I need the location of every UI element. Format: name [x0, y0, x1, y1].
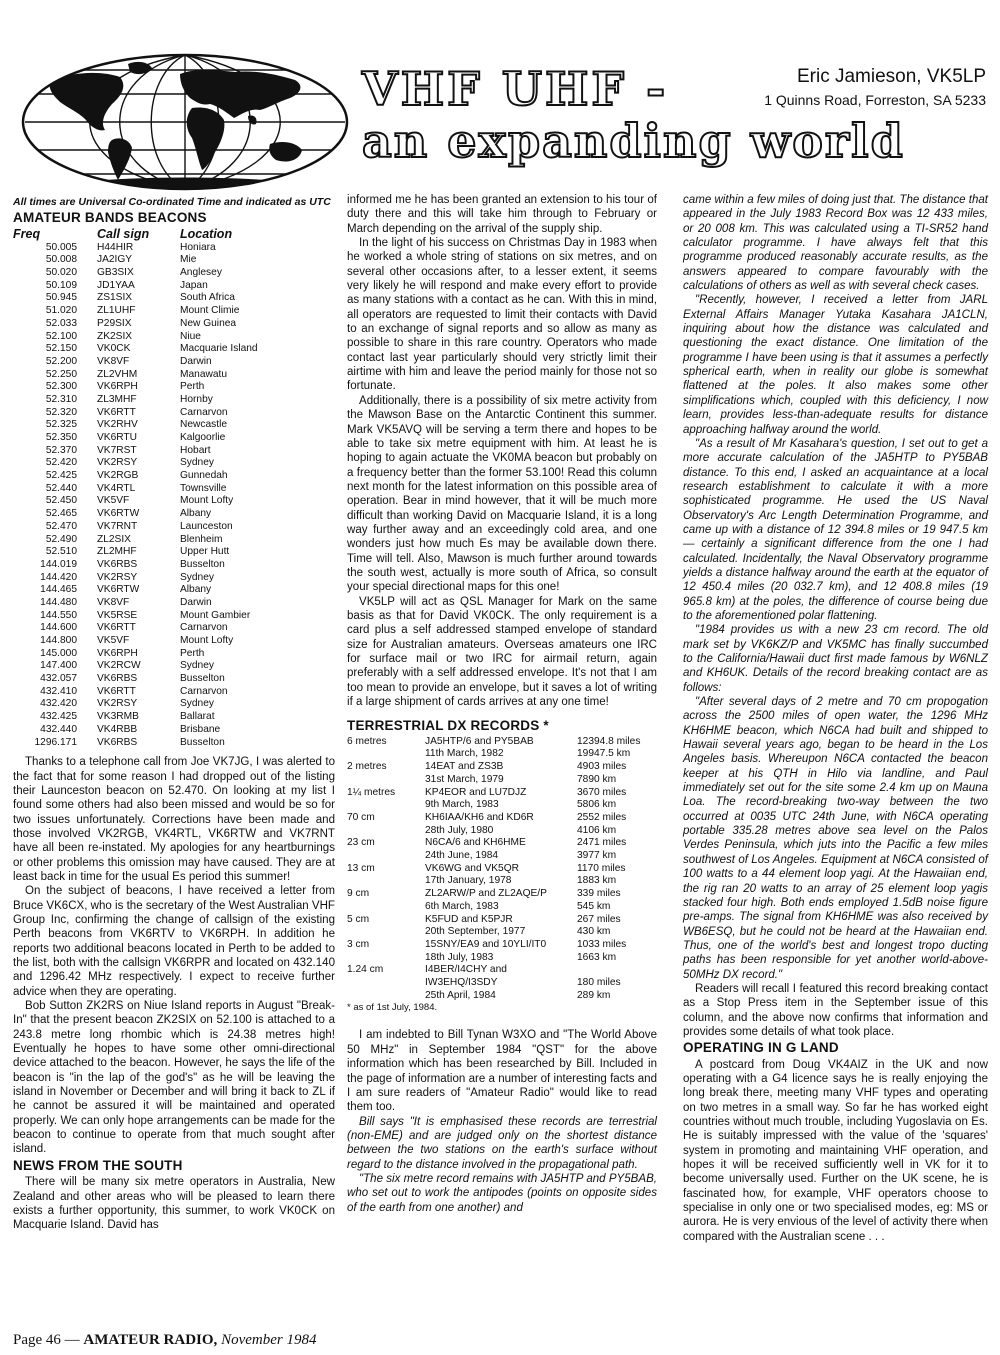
beacons-table-body — [13, 242, 258, 750]
beacon-location: Mount Lofty — [180, 495, 234, 507]
beacon-callsign: VK6RTT — [97, 622, 136, 634]
beacon-callsign: ZS1SIX — [97, 292, 133, 304]
beacon-callsign: VK6RPH — [97, 381, 138, 393]
beacon-location: Mount Gambier — [180, 609, 251, 621]
beacon-row — [13, 280, 258, 293]
dx-distance: 19947.5 km — [577, 748, 631, 760]
beacon-callsign: VK2RSY — [97, 571, 138, 583]
paragraph: "As a result of Mr Kasahara's question, I set out to get a more accurate calculation of the JA5HTP to PY5BAB distance. To this end, I asked an acquaintance at a local research establishment to calculate it with a more sophisticated programme. He used the US Naval Observatory's Arc Length Determination Programme, and came up with a distance of 12 394.8 miles or 19 947.5 km — certainly a significant difference from the one I had calculated. Incidentally, the Naval Observatory programme yields a distance halfway around the earth at the equator of 12 450.4 miles (20 032.7 km), and 12 408.8 miles (19 965.8 km) at the poles, the difference of course being due to the aforementioned polar flattening. — [683, 437, 988, 622]
dx-stations-date: KP4EOR and LU7DJZ — [425, 786, 527, 798]
beacon-location: Townsville — [180, 482, 227, 494]
beacon-callsign: VK7RST — [97, 444, 137, 456]
dx-distance: 1663 km — [577, 951, 617, 963]
paragraph: Readers will recall I featured this record breaking contact as a Stop Press item in the September issue of this column, and the above now confirms that information and provides some details of what took place. — [683, 982, 988, 1038]
dx-record-row — [347, 761, 640, 774]
dx-record-row — [347, 825, 640, 838]
beacon-freq: 50.008 — [45, 254, 77, 266]
g-land-heading: OPERATING IN G LAND — [683, 1040, 839, 1056]
dx-record-row — [347, 799, 640, 812]
beacon-callsign: ZL2SIX — [97, 533, 131, 545]
paragraph — [347, 1115, 657, 1172]
beacon-callsign: VK6RTT — [97, 685, 136, 697]
beacon-callsign: ZL2VHM — [97, 368, 138, 380]
beacon-callsign: VK6RTU — [97, 432, 138, 443]
beacon-callsign: JA2IGY — [97, 254, 133, 266]
dx-distance: 7890 km — [577, 773, 617, 785]
beacon-callsign: VK6RBS — [97, 673, 138, 685]
beacon-row — [13, 534, 258, 547]
dx-band — [347, 825, 425, 838]
beacon-location: Anglesey — [180, 267, 222, 279]
footer-separator: — — [60, 1332, 84, 1348]
beacon-callsign: ZK2SIX — [97, 330, 133, 342]
beacon-callsign: VK2RCW — [97, 660, 141, 672]
beacon-callsign: VK2RHV — [97, 419, 138, 431]
beacon-location: Upper Hutt — [180, 546, 230, 558]
beacon-row — [13, 305, 258, 318]
beacon-row — [13, 673, 258, 686]
beacon-freq: 144.550 — [40, 609, 77, 621]
beacon-location: Kalgoorlie — [180, 432, 226, 443]
beacon-callsign: VK5VF — [97, 635, 130, 646]
beacon-row — [13, 597, 258, 610]
beacon-location: Darwin — [180, 355, 212, 367]
beacon-row — [13, 242, 258, 255]
column-header-freq: Freq — [13, 227, 41, 242]
beacon-callsign: VK4RBB — [97, 723, 138, 735]
column-1 — [13, 196, 335, 1233]
beacon-row — [13, 292, 258, 305]
beacon-location: Sydney — [180, 660, 214, 672]
dx-band — [347, 799, 425, 812]
paragraph: In the light of his success on Christmas Day in 1983 when he worked a whole string of stations on six metres, and on several other occasions after, to a lesser extent, it seems very likely he will respond and make every effort to provide as many stations with a contact as he can. With this in mind, all operators are requested to limit their contacts with David to an exchange of signal reports and so allow as many as possible to share in this rare country. Operators who made contact last year particularly should very strictly limit their airtime with him and leave the period mainly for those not so fortunate. — [347, 237, 657, 393]
beacon-callsign: GB3SIX — [97, 267, 134, 279]
beacon-callsign: VK6RTW — [97, 508, 140, 520]
byline — [720, 66, 986, 108]
dx-record-row — [347, 939, 640, 952]
beacon-callsign: VK8VF — [97, 596, 130, 608]
paragraph: "The six metre record remains with JA5HTP and PY5BAB, who set out to work the antipodes (points on opposite sides of the earth from one another) and — [347, 1172, 657, 1214]
beacon-freq: 52.510 — [45, 546, 77, 558]
beacon-location: Japan — [180, 279, 208, 291]
beacon-row — [13, 610, 258, 623]
beacon-freq: 145.000 — [40, 647, 77, 659]
beacon-callsign: VK6RTT — [97, 406, 136, 418]
beacon-location: Newcastle — [180, 419, 227, 431]
dx-record-row — [347, 901, 640, 914]
column-header-callsign: Call sign — [97, 227, 150, 242]
dx-distance: 5806 km — [577, 799, 617, 811]
beacon-freq: 52.490 — [45, 533, 77, 545]
beacon-freq: 52.440 — [45, 482, 77, 494]
paragraph: I am indebted to Bill Tynan W3XO and "The World Above 50 MHz" in September 1984 "QST" for the above information which has been researched by Bill. Included in the page of information are a number of interesting facts and I am sure readers of "Amateur Radio" would like to read them too. — [347, 1029, 657, 1114]
beacon-freq: 1296.171 — [34, 736, 77, 748]
dx-distance: 4903 miles — [577, 761, 627, 773]
news-heading: NEWS FROM THE SOUTH — [13, 1157, 183, 1173]
beacon-row — [13, 343, 258, 356]
paragraph: There will be many six metre operators in Australia, New Zealand and other areas who will be pleased to learn there exists a further opportunity, this summer, to work VK0CK on Macquarie Island. David has — [13, 1176, 335, 1232]
beacon-freq: 432.425 — [40, 711, 77, 723]
dx-stations-date: K5FUD and K5PJR — [425, 913, 513, 925]
beacon-location: Macquarie Island — [180, 343, 258, 355]
dx-band: 5 cm — [347, 913, 370, 925]
beacon-location: Launceston — [180, 520, 233, 532]
beacon-location: South Africa — [180, 292, 235, 304]
column-2 — [347, 193, 657, 1215]
paragraph: "1984 provides us with a new 23 cm record. The old mark set by VK6KZ/P and VK5MC has finally succumbed to the California/Hawaii duct first made famous by W6NLZ and KH6UK. Details of the record breaking contact are as follows: — [683, 624, 988, 694]
beacon-freq: 52.350 — [45, 432, 77, 443]
beacon-freq: 50.020 — [45, 267, 77, 279]
beacon-row — [13, 318, 258, 331]
dx-stations-date: IW3EHQ/I3SDY — [425, 977, 498, 989]
beacon-freq: 144.420 — [40, 571, 77, 583]
beacon-callsign: VK8VF — [97, 355, 130, 367]
beacon-callsign: P29SIX — [97, 317, 132, 329]
beacon-callsign: JD1YAA — [97, 279, 135, 291]
beacon-location: Mount Climie — [180, 305, 240, 317]
beacon-row — [13, 572, 258, 585]
beacon-callsign: VK2RSY — [97, 698, 138, 710]
dx-band: 23 cm — [347, 837, 375, 849]
beacon-freq: 144.600 — [40, 622, 77, 634]
beacon-location: Ballarat — [180, 711, 215, 723]
dx-record-row — [347, 863, 640, 876]
beacon-location: Sydney — [180, 698, 214, 710]
beacon-location: Perth — [180, 647, 205, 659]
paragraph: "Recently, however, I received a letter from JARL External Affairs Manager Yutaka Kasahara JA1CLN, inquiring about how the distance was calculated and questioning the exact distance. One limitation of the programme I have been using is that it assumes a perfectly spherical earth, when in reality our globe is somewhat flattened at the poles. It also makes some other simplifications which, coupled with this deficiency, I now learn, provides less-than-adequate results for distance approaching halfway around the world. — [683, 294, 988, 436]
dx-record-row — [347, 990, 640, 1003]
dx-stations-date: JA5HTP/6 and PY5BAB — [425, 735, 534, 747]
dx-band — [347, 926, 425, 939]
dx-distance: 4106 km — [577, 824, 617, 836]
author-address: 1 Quinns Road, Forreston, SA 5233 — [764, 92, 986, 108]
dx-distance: 267 miles — [577, 913, 621, 925]
beacon-row — [13, 559, 258, 572]
beacon-location: Albany — [180, 584, 212, 596]
page-footer — [13, 1332, 316, 1349]
author-name: Eric Jamieson, VK5LP — [796, 66, 986, 87]
beacon-row — [13, 495, 258, 508]
beacon-freq: 52.150 — [45, 343, 77, 355]
column-header-location: Location — [180, 227, 233, 242]
beacon-row — [13, 737, 258, 750]
beacon-row — [13, 457, 258, 470]
beacon-freq: 52.325 — [45, 419, 77, 431]
dx-stations-date: 15SNY/EA9 and 10YLI/IT0 — [425, 938, 547, 950]
paragraph: On the subject of beacons, I have received a letter from Bruce VK6CX, who is the secretary of the West Australian VHF Group Inc, confirming the change of callsign of the existing Perth beacons from VK6RTV to VK6RPH. In addition he reports two additional beacons located in Perth to be added to the list, both with the callsign VK6RPR and located on 432.140 and 1296.42 MHz respectively. I expect to receive further advice when they are operating. — [13, 885, 335, 998]
dx-band: 6 metres — [347, 735, 387, 747]
beacon-freq: 51.020 — [45, 305, 77, 317]
dx-record-row — [347, 914, 640, 927]
paragraph: VK5LP will act as QSL Manager for Mark on the same basis as that for David VK0CK. The only requirement is a card plus a self addressed stamped envelope of standard size for Australian amateurs. Overseas amateurs one IRC for surface mail or two IRC for airmail return, again preferably with a self addressed envelope. It's not that I am too mean to provide an envelope, but it saves a lot of writing if a large shipment of cards arrives at any one time! — [347, 595, 657, 709]
beacon-freq: 432.420 — [40, 698, 77, 710]
beacon-row — [13, 394, 258, 407]
beacon-location: Blenheim — [180, 533, 223, 545]
dx-distance: 545 km — [577, 900, 611, 912]
dx-band: 3 cm — [347, 938, 370, 950]
beacon-callsign: VK0CK — [97, 343, 131, 355]
dx-distance: 1170 miles — [577, 862, 626, 874]
dx-band: 1.24 cm — [347, 964, 384, 976]
beacon-freq: 52.100 — [45, 330, 77, 342]
dx-record-row — [347, 888, 640, 901]
beacon-row — [13, 635, 258, 648]
dx-record-row — [347, 875, 640, 888]
beacon-location: Niue — [180, 330, 201, 342]
beacon-callsign: VK6RTW — [97, 584, 140, 596]
beacon-row — [13, 470, 258, 483]
beacon-location: Hobart — [180, 444, 211, 456]
dx-distance: 339 miles — [577, 888, 621, 900]
beacon-location: Busselton — [180, 673, 225, 685]
beacon-row — [13, 660, 258, 673]
dx-records-heading: TERRESTRIAL DX RECORDS * — [347, 718, 549, 734]
beacon-freq: 147.400 — [40, 660, 77, 672]
title-line-1: VHF UHF - — [362, 62, 669, 116]
beacon-row — [13, 407, 258, 420]
paragraph: Bob Sutton ZK2RS on Niue Island reports in August "Break-In" that the present beacon ZK2SIX on 52.100 is attached to a 243.8 metre long rhombic which is 24.38 metres high! Eventually he hopes to have some other omni-directional device attached to the beacon. However, he says the life of the beacon is "in the lap of the god's" as he will be leaving the island in November or December and will bring it back to ZL if he cannot be assured it will be maintained and operated properly. We can only hope arrangements can be made for the beacon to continue to operate from that much sought after island. — [13, 1000, 335, 1156]
beacon-freq: 50.005 — [45, 241, 77, 253]
dx-record-row — [347, 977, 640, 990]
beacons-header-row — [13, 227, 258, 241]
beacon-callsign: H44HIR — [97, 241, 134, 253]
beacon-row — [13, 445, 258, 458]
dx-records-table — [347, 736, 640, 1003]
dx-band — [347, 850, 425, 863]
dx-record-row — [347, 787, 640, 800]
quote-text: "It is emphasised these records are terrestrial (non-EME) and are judged only on the shortest distance between the two stations on the earth's surface without regard to the distance involved in the propagational path. — [347, 1115, 657, 1171]
page-number: Page 46 — [13, 1332, 61, 1348]
beacon-location: Manawatu — [180, 368, 228, 380]
dx-stations-date: VK6WG and VK5QR — [425, 862, 519, 874]
beacon-location: Perth — [180, 381, 205, 393]
beacon-row — [13, 483, 258, 496]
beacon-callsign: VK5RSE — [97, 609, 138, 621]
paragraph: Additionally, there is a possibility of six metre activity from the Mawson Base on the Antarctic Continent this summer. Mark VK5AVQ will be serving a term there and hopes to be able to take six metre equipment with him. At least he is hoping to again actuate the VK0MA beacon but probably on a frequency better than the former 53.100! Read this column next month for the latest information on this possible area of operation. Bear in mind however, that it will be much more difficult than working David on Macquarie Island, it is a long way further away and an exceedingly cold area, and one wonders just how much Es may be available down there. Time will tell. Also, Mawson is much further around towards the south west, actually is more south of Africa, so consult your special directional maps for this one! — [347, 394, 657, 594]
dx-band — [347, 952, 425, 965]
paragraph: A postcard from Doug VK4AIZ in the UK and now operating with a G4 licence says he is really enjoying the long break there, meeting many VHF types and operating on two metres in a small way. So far he has worked eight countries without much trouble, including Yugoslavia on Es. He is suitably impressed with the value of the 'squares' system in promoting and maintaining VHF operation, and hopes it will be received sufficiently well in VK for it to become universally used. Further on the UK scene, he is fascinated how, for example, VHF operators choose to specialise in only one or two specialised modes, eg: MS or aurora. He is very envious of the level of activity there when compared with the Australian scene . . . — [683, 1058, 988, 1243]
dx-record-row — [347, 850, 640, 863]
beacon-freq: 432.440 — [40, 723, 77, 735]
beacon-freq: 52.420 — [45, 457, 77, 469]
beacon-callsign: VK2RSY — [97, 457, 138, 469]
beacon-location: Busselton — [180, 558, 225, 570]
beacon-freq: 52.300 — [45, 381, 77, 393]
dx-distance: 3670 miles — [577, 786, 627, 798]
beacon-location: Honiara — [180, 241, 216, 253]
dx-record-row — [347, 952, 640, 965]
beacon-row — [13, 356, 258, 369]
dx-stations-date: 14EAT and ZS3B — [425, 761, 504, 773]
dx-band — [347, 748, 425, 761]
dx-stations-date: 31st March, 1979 — [425, 773, 504, 785]
dx-distance — [577, 964, 640, 977]
beacon-row — [13, 584, 258, 597]
beacon-freq: 432.410 — [40, 685, 77, 697]
beacon-row — [13, 521, 258, 534]
beacon-row — [13, 381, 258, 394]
dx-distance: 2471 miles — [577, 837, 627, 849]
dx-footnote: * as of 1st July, 1984. — [347, 1002, 438, 1014]
beacon-location: Carnarvon — [180, 685, 228, 697]
dx-band: 1¼ metres — [347, 786, 396, 798]
dx-band — [347, 901, 425, 914]
paragraph: Thanks to a telephone call from Joe VK7JG, I was alerted to the fact that for some reason I had dropped out of the listing their Launceston beacon on 52.470. On looking at my list I found some others had also been missed and would be so for two issues unfortunately. Corrections have been made and those involved VK2RGB, VK4RTL, VK6RTW and VK7RNT have all been re-instated. My apologies for any heartburnings or other problems this omission may have caused. They are at least back in time for the usual Es period this summer! — [13, 756, 335, 883]
beacon-callsign: ZL3MHF — [97, 393, 137, 405]
beacon-callsign: VK2RGB — [97, 470, 139, 482]
beacon-freq: 52.465 — [45, 508, 77, 520]
dx-stations-date: 11th March, 1982 — [425, 748, 504, 760]
dx-stations-date: KH6IAA/KH6 and KD6R — [425, 811, 534, 823]
beacons-heading: AMATEUR BANDS BEACONS — [13, 210, 207, 225]
dx-record-row — [347, 964, 640, 977]
dx-band — [347, 977, 425, 990]
beacon-row — [13, 724, 258, 737]
beacon-callsign: VK5VF — [97, 495, 130, 507]
dx-distance: 3977 km — [577, 850, 617, 862]
dx-stations-date: 18th July, 1983 — [425, 951, 494, 963]
title-line-2: an expanding world — [362, 114, 905, 168]
column-3 — [683, 193, 988, 1244]
beacon-freq: 432.057 — [40, 673, 77, 685]
dx-distance: 12394.8 miles — [577, 735, 641, 747]
beacon-callsign: VK6RPH — [97, 647, 138, 659]
dx-stations-date: 6th March, 1983 — [425, 900, 499, 912]
beacon-row — [13, 622, 258, 635]
world-map-globe — [20, 52, 350, 192]
beacon-row — [13, 648, 258, 661]
paragraph: informed me he has been granted an extension to his tour of duty there and this will take him through to February or March depending on the arrival of the supply ship. — [347, 194, 657, 235]
dx-stations-date: N6CA/6 and KH6HME — [425, 837, 526, 849]
beacon-row — [13, 331, 258, 344]
beacon-freq: 144.465 — [40, 584, 77, 596]
dx-record-row — [347, 926, 640, 939]
dx-stations-date: 28th July, 1980 — [425, 824, 494, 836]
beacon-freq: 144.019 — [40, 558, 77, 570]
beacon-freq: 50.109 — [45, 279, 77, 291]
beacon-location: Gunnedah — [180, 470, 228, 482]
beacon-freq: 52.450 — [45, 495, 77, 507]
beacon-callsign: VK6RBS — [97, 736, 138, 748]
beacon-freq: 52.033 — [45, 317, 77, 329]
beacon-location: Hornby — [180, 393, 213, 405]
beacon-location: Darwin — [180, 596, 212, 608]
beacon-freq: 52.310 — [45, 393, 77, 405]
dx-record-row — [347, 748, 640, 761]
beacon-row — [13, 686, 258, 699]
beacon-freq: 52.200 — [45, 355, 77, 367]
dx-stations-date: 20th September, 1977 — [425, 926, 526, 938]
dx-stations-date: 25th April, 1984 — [425, 989, 496, 1001]
beacon-freq: 144.480 — [40, 596, 77, 608]
beacon-row — [13, 419, 258, 432]
beacon-location: Sydney — [180, 457, 214, 469]
dx-record-row — [347, 774, 640, 787]
beacon-freq: 52.320 — [45, 406, 77, 418]
beacon-location: Albany — [180, 508, 212, 520]
beacon-callsign: VK7RNT — [97, 520, 138, 532]
beacon-freq: 52.370 — [45, 444, 77, 456]
dx-band: 70 cm — [347, 811, 375, 823]
beacon-row — [13, 432, 258, 445]
beacon-location: Mount Lofty — [180, 635, 234, 646]
beacon-callsign: VK6RBS — [97, 558, 138, 570]
dx-record-row — [347, 837, 640, 850]
dx-distance: 1883 km — [577, 875, 617, 887]
beacon-location: Carnarvon — [180, 406, 228, 418]
beacon-row — [13, 254, 258, 267]
utc-note: All times are Universal Co-ordinated Time and indicated as UTC — [13, 196, 331, 208]
beacon-row — [13, 267, 258, 280]
beacon-callsign: ZL2MHF — [97, 546, 137, 558]
dx-band — [347, 875, 425, 888]
dx-distance: 289 km — [577, 989, 611, 1001]
dx-distance: 2552 miles — [577, 811, 627, 823]
dx-stations-date: 17th January, 1978 — [425, 875, 512, 887]
dx-distance: 430 km — [577, 926, 611, 938]
beacon-callsign: VK4RTL — [97, 482, 136, 494]
beacon-row — [13, 546, 258, 559]
beacon-location: Mie — [180, 254, 197, 266]
dx-stations-date: I4BER/I4CHY and — [425, 964, 507, 976]
dx-band — [347, 990, 425, 1003]
beacon-location: Brisbane — [180, 723, 221, 735]
dx-record-row — [347, 812, 640, 825]
beacon-row — [13, 369, 258, 382]
paragraph: came within a few miles of doing just that. The distance that appeared in the July 1983 Record Box was 12 433 miles, or 20 008 km. This was calculated using a TI-SR52 hand calculator programme. I have always felt that this programme produced reasonably accurate results, as the answers appeared to compare favourably with the calculations of others as well as with several check cases. — [683, 194, 988, 293]
beacons-table — [13, 227, 258, 749]
issue-date: November 1984 — [217, 1332, 317, 1348]
paragraph: "After several days of 2 metre and 70 cm propogation across the 2500 miles of open water, the 1296 MHz KH6HME beacon, which N6CA had built and shipped to Hawaii several years ago, began to be heard in the Los Angeles basis. Whereupon N6CA contacted the beacon keeper at his QTH in Hilo via landline, and Paul immediately set out for the site some 2.4 km up on Mauna Loa. The record-breaking two-way between the two occurred at 0035 UTC 24th June, with N6CA operating portable 335.28 metres above sea level on the Palos Verdes Peninsula, which juts into the Pacific a few miles southwest of Los Angeles. Equipment at N6CA consisted of 100 watts to a 44 element loop yagi. At the Hawaiian end, the rig ran 20 watts to an array of 25 element loop yagis stacked four high. Both ends employed 1.5dB noise figure pre-amps. The signal from KH6HME was also received by WB6ESQ, but he could not be heard at the Hawaiian end. Thus, one of the world's best and longest tropo ducting paths has been responsible for yet another world-above-50MHz DX record." — [683, 696, 988, 981]
beacon-row — [13, 698, 258, 711]
beacon-location: Carnarvon — [180, 622, 228, 634]
beacon-row — [13, 508, 258, 521]
beacon-freq: 144.800 — [40, 635, 77, 646]
dx-records-table-body — [347, 736, 640, 1003]
quote-lead: Bill says — [359, 1115, 404, 1128]
dx-band: 2 metres — [347, 761, 387, 773]
dx-band: 13 cm — [347, 862, 375, 874]
dx-stations-date: 9th March, 1983 — [425, 799, 499, 811]
beacon-location: Busselton — [180, 736, 225, 748]
beacon-freq: 50.945 — [45, 292, 77, 304]
beacon-location: Sydney — [180, 571, 214, 583]
dx-stations-date: 24th June, 1984 — [425, 850, 499, 862]
beacon-row — [13, 711, 258, 724]
dx-band: 9 cm — [347, 888, 370, 900]
dx-record-row — [347, 736, 640, 749]
dx-stations-date: ZL2ARW/P and ZL2AQE/P — [425, 888, 547, 900]
beacon-freq: 52.470 — [45, 520, 77, 532]
dx-band — [347, 774, 425, 787]
magazine-name: AMATEUR RADIO, — [83, 1332, 218, 1348]
beacon-freq: 52.250 — [45, 368, 77, 380]
beacon-callsign: ZL1UHF — [97, 305, 136, 317]
beacon-freq: 52.425 — [45, 470, 77, 482]
beacon-callsign: VK3RMB — [97, 711, 139, 723]
beacon-location: New Guinea — [180, 317, 237, 329]
dx-distance: 180 miles — [577, 977, 621, 989]
dx-distance: 1033 miles — [577, 938, 627, 950]
